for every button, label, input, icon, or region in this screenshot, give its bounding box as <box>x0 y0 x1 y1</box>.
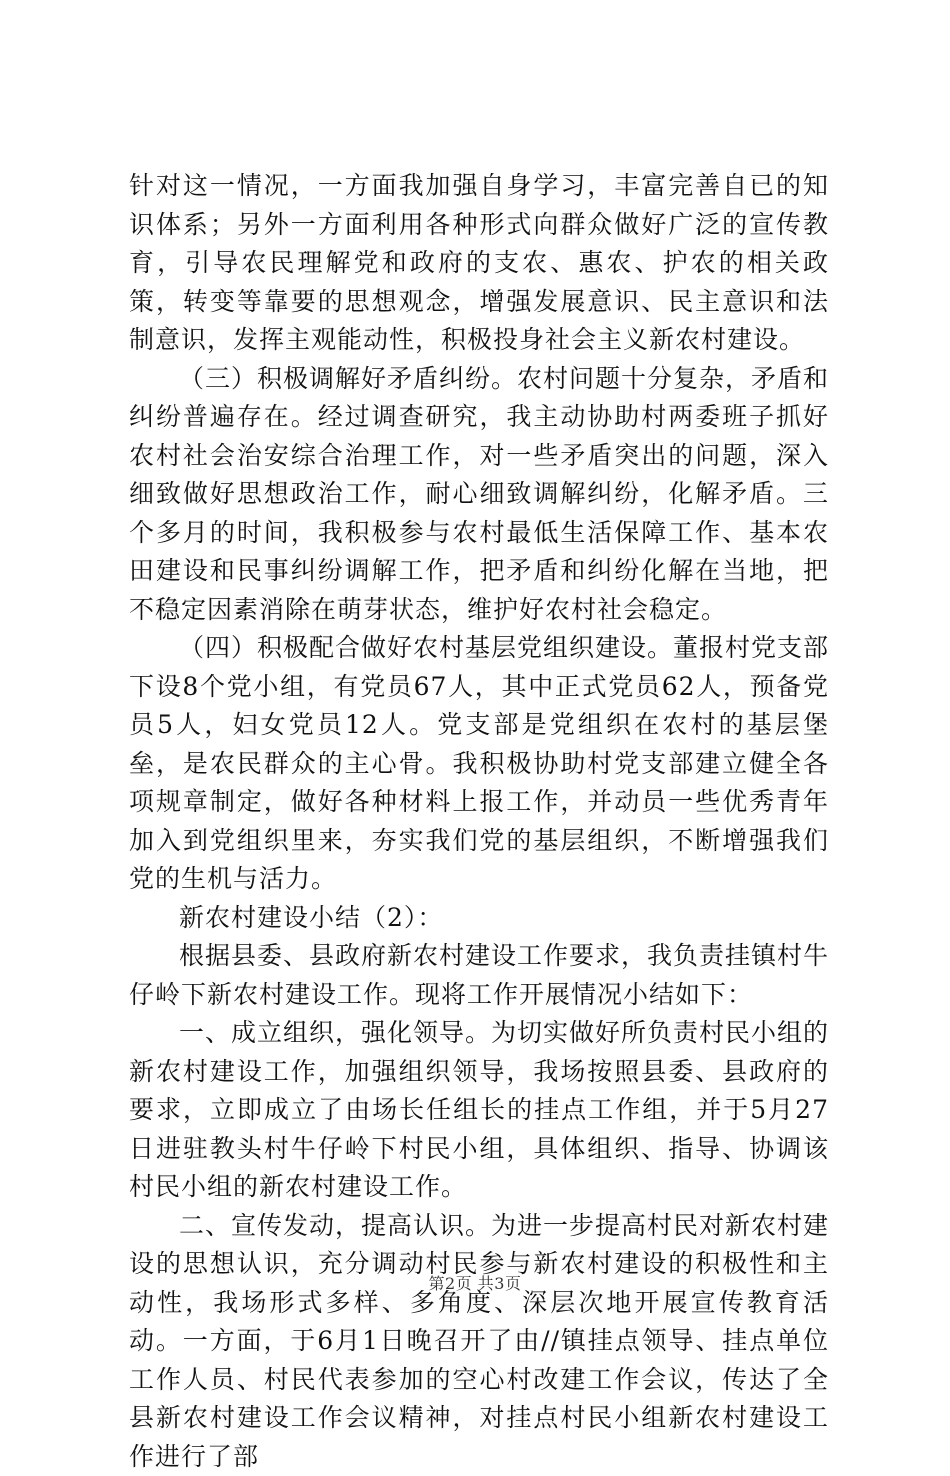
paragraph-point-two: 二、宣传发动，提高认识。为进一步提高村民对新农村建设的思想认识，充分调动村民参与新农村建设的积极性和主动性，我场形式多样、多角度、深层次地开展宣传教育活动。一方面，于6月1日晚召开了由//镇挂点领导、挂点单位工作人员、村民代表参加的空心村改建工作会议，传达了全县新农村建设工作会议精神，对挂点村民小组新农村建设工作进行了部 <box>129 1207 829 1476</box>
paragraph-section-three: （三）积极调解好矛盾纠纷。农村问题十分复杂，矛盾和纠纷普遍存在。经过调查研究，我主动协助村两委班子抓好农村社会治安综合治理工作，对一些矛盾突出的问题，深入细致做好思想政治工作，耐心细致调解纠纷，化解矛盾。三个多月的时间，我积极参与农村最低生活保障工作、基本农田建设和民事纠纷调解工作，把矛盾和纠纷化解在当地，把不稳定因素消除在萌芽状态，维护好农村社会稳定。 <box>129 360 829 630</box>
paragraph-point-one: 一、成立组织，强化领导。为切实做好所负责村民小组的新农村建设工作，加强组织领导，我场按照县委、县政府的要求，立即成立了由场长任组长的挂点工作组，并于5月27日进驻教头村牛仔岭下村民小组，具体组织、指导、协调该村民小组的新农村建设工作。 <box>129 1014 829 1207</box>
paragraph-intro: 针对这一情况，一方面我加强自身学习，丰富完善自已的知识体系；另外一方面利用各种形式向群众做好广泛的宣传教育，引导农民理解党和政府的支农、惠农、护农的相关政策，转变等靠要的思想观念，增强发展意识、民主意识和法制意识，发挥主观能动性，积极投身社会主义新农村建设。 <box>129 167 829 360</box>
paragraph-summary-heading: 新农村建设小结（2）： <box>129 899 829 938</box>
paragraph-section-four: （四）积极配合做好农村基层党组织建设。董报村党支部下设8个党小组，有党员67人，其中正式党员62人，预备党员5人，妇女党员12人。党支部是党组织在农村的基层堡垒，是农民群众的主心骨。我积极协助村党支部建立健全各项规章制定，做好各种材料上报工作，并动员一些优秀青年加入到党组织里来，夯实我们党的基层组织，不断增强我们党的生机与活力。 <box>129 629 829 899</box>
page-number-footer: 第2页 共3页 <box>0 1271 950 1294</box>
paragraph-summary-intro: 根据县委、县政府新农村建设工作要求，我负责挂镇村牛仔岭下新农村建设工作。现将工作开展情况小结如下： <box>129 937 829 1014</box>
